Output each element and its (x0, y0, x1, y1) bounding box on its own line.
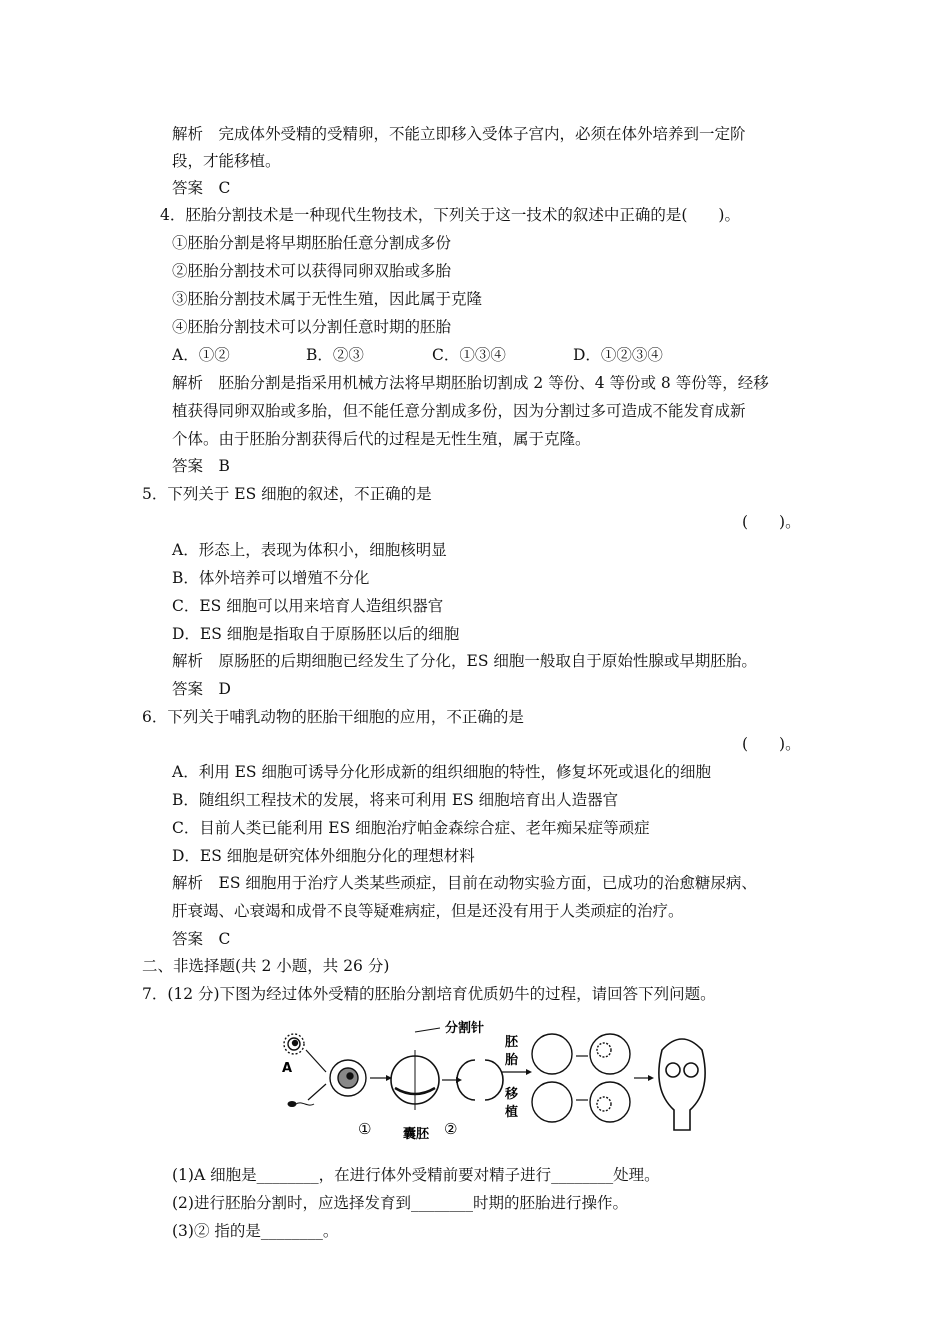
label-circle-2: ② (444, 1120, 458, 1138)
q5-analysis: 解析 原肠胚的后期细胞已经发生了分化，ES 细胞一般取自于原始性腺或早期胚胎。 (172, 652, 757, 670)
arrow-sperm-to-zygote (308, 1084, 326, 1100)
sperm (288, 1102, 314, 1107)
oocyte-a (284, 1034, 304, 1054)
q5-option-c: C．ES 细胞可以用来培育人造组织器官 (172, 597, 444, 615)
q3-analysis-line2: 段，才能移植。 (172, 152, 281, 170)
label-a: A (282, 1061, 293, 1076)
q4-option-a: A．①② (172, 346, 230, 364)
label-transfer-1: 胚 (505, 1035, 519, 1050)
q6-analysis-line1: 解析 ES 细胞用于治疗人类某些顽症，目前在动物实验方面，已成功的治愈糖尿病、 (172, 874, 757, 892)
arrow-a-to-zygote (306, 1050, 326, 1072)
label-blastocyst: 囊胚 (403, 1127, 430, 1142)
q4-analysis-line2: 植获得同卵双胎或多胎，但不能任意分割成多份，因为分割过多可造成不能发育成新 (172, 402, 746, 420)
q4-option-c: C．①③④ (432, 346, 506, 364)
q6-paren: ( )。 (742, 735, 801, 753)
q7-sub2: (2)进行胚胎分割时，应选择发育到________时期的胚胎进行操作。 (172, 1194, 628, 1212)
q6-stem: 6．下列关于哺乳动物的胚胎干细胞的应用，不正确的是 (142, 708, 524, 726)
label-needle: 分割针 (445, 1021, 485, 1036)
section-heading: 二、非选择题(共 2 小题，共 26 分) (142, 957, 390, 975)
q7-sub3: (3)② 指的是________。 (172, 1222, 339, 1240)
label-circle-1: ① (358, 1120, 372, 1138)
q7-stem: 7．(12 分)下图为经过体外受精的胚胎分割培育优质奶牛的过程，请回答下列问题。 (142, 985, 716, 1003)
two-embryos (532, 1034, 572, 1122)
q6-answer: 答案 C (172, 930, 231, 948)
q6-option-a: A．利用 ES 细胞可诱导分化形成新的组织细胞的特性，修复坏死或退化的细胞 (172, 763, 711, 781)
uterus-with-twins (659, 1039, 705, 1130)
q5-option-d: D．ES 细胞是指取自于原肠胚以后的细胞 (172, 625, 460, 643)
q3-answer: 答案 C (172, 179, 231, 197)
q4-statement-4: ④胚胎分割技术可以分割任意时期的胚胎 (172, 318, 452, 336)
q4-option-d: D．①②③④ (573, 346, 663, 364)
q6-analysis-line2: 肝衰竭、心衰竭和成骨不良等疑难病症，但是还没有用于人类顽症的治疗。 (172, 902, 684, 920)
blastocyst (391, 1050, 439, 1110)
q3-analysis-line1: 解析 完成体外受精的受精卵，不能立即移入受体子宫内，必须在体外培养到一定阶 (172, 125, 746, 143)
needle-pointer (415, 1028, 440, 1032)
q5-option-a: A．形态上，表现为体积小，细胞核明显 (172, 541, 447, 559)
q4-analysis-line1: 解析 胚胎分割是指采用机械方法将早期胚胎切割成 2 等份、4 等份或 8 等份等，经移 (172, 374, 769, 392)
q4-analysis-line3: 个体。由于胚胎分割获得后代的过程是无性生殖，属于克隆。 (172, 430, 591, 448)
q4-stem: 4．胚胎分割技术是一种现代生物技术，下列关于这一技术的叙述中正确的是( )。 (160, 206, 740, 224)
q4-statement-3: ③胚胎分割技术属于无性生殖，因此属于克隆 (172, 290, 483, 308)
q4-option-b: B．②③ (306, 346, 364, 364)
q5-stem: 5．下列关于 ES 细胞的叙述，不正确的是 (142, 485, 432, 503)
q4-statement-2: ②胚胎分割技术可以获得同卵双胎或多胎 (172, 262, 452, 280)
q6-option-b: B．随组织工程技术的发展，将来可利用 ES 细胞培育出人造器官 (172, 791, 619, 809)
developing-embryos (590, 1034, 630, 1122)
q5-paren: ( )。 (742, 513, 801, 531)
zygote (330, 1060, 366, 1096)
q4-answer: 答案 B (172, 457, 230, 475)
label-transfer-3: 移 (505, 1087, 519, 1102)
q4-statement-1: ①胚胎分割是将早期胚胎任意分割成多份 (172, 234, 452, 252)
q7-sub1: (1)A 细胞是________，在进行体外受精前要对精子进行________处理。 (172, 1166, 660, 1184)
label-transfer-4: 植 (505, 1105, 519, 1120)
q5-option-b: B．体外培养可以增殖不分化 (172, 569, 370, 587)
q5-answer: 答案 D (172, 680, 231, 698)
q6-option-d: D．ES 细胞是研究体外细胞分化的理想材料 (172, 847, 475, 865)
split-halves (457, 1060, 503, 1100)
embryo-splitting-diagram (270, 1020, 720, 1142)
label-transfer-2: 胎 (505, 1053, 519, 1068)
q6-option-c: C．目前人类已能利用 ES 细胞治疗帕金森综合症、老年痴呆症等顽症 (172, 819, 650, 837)
